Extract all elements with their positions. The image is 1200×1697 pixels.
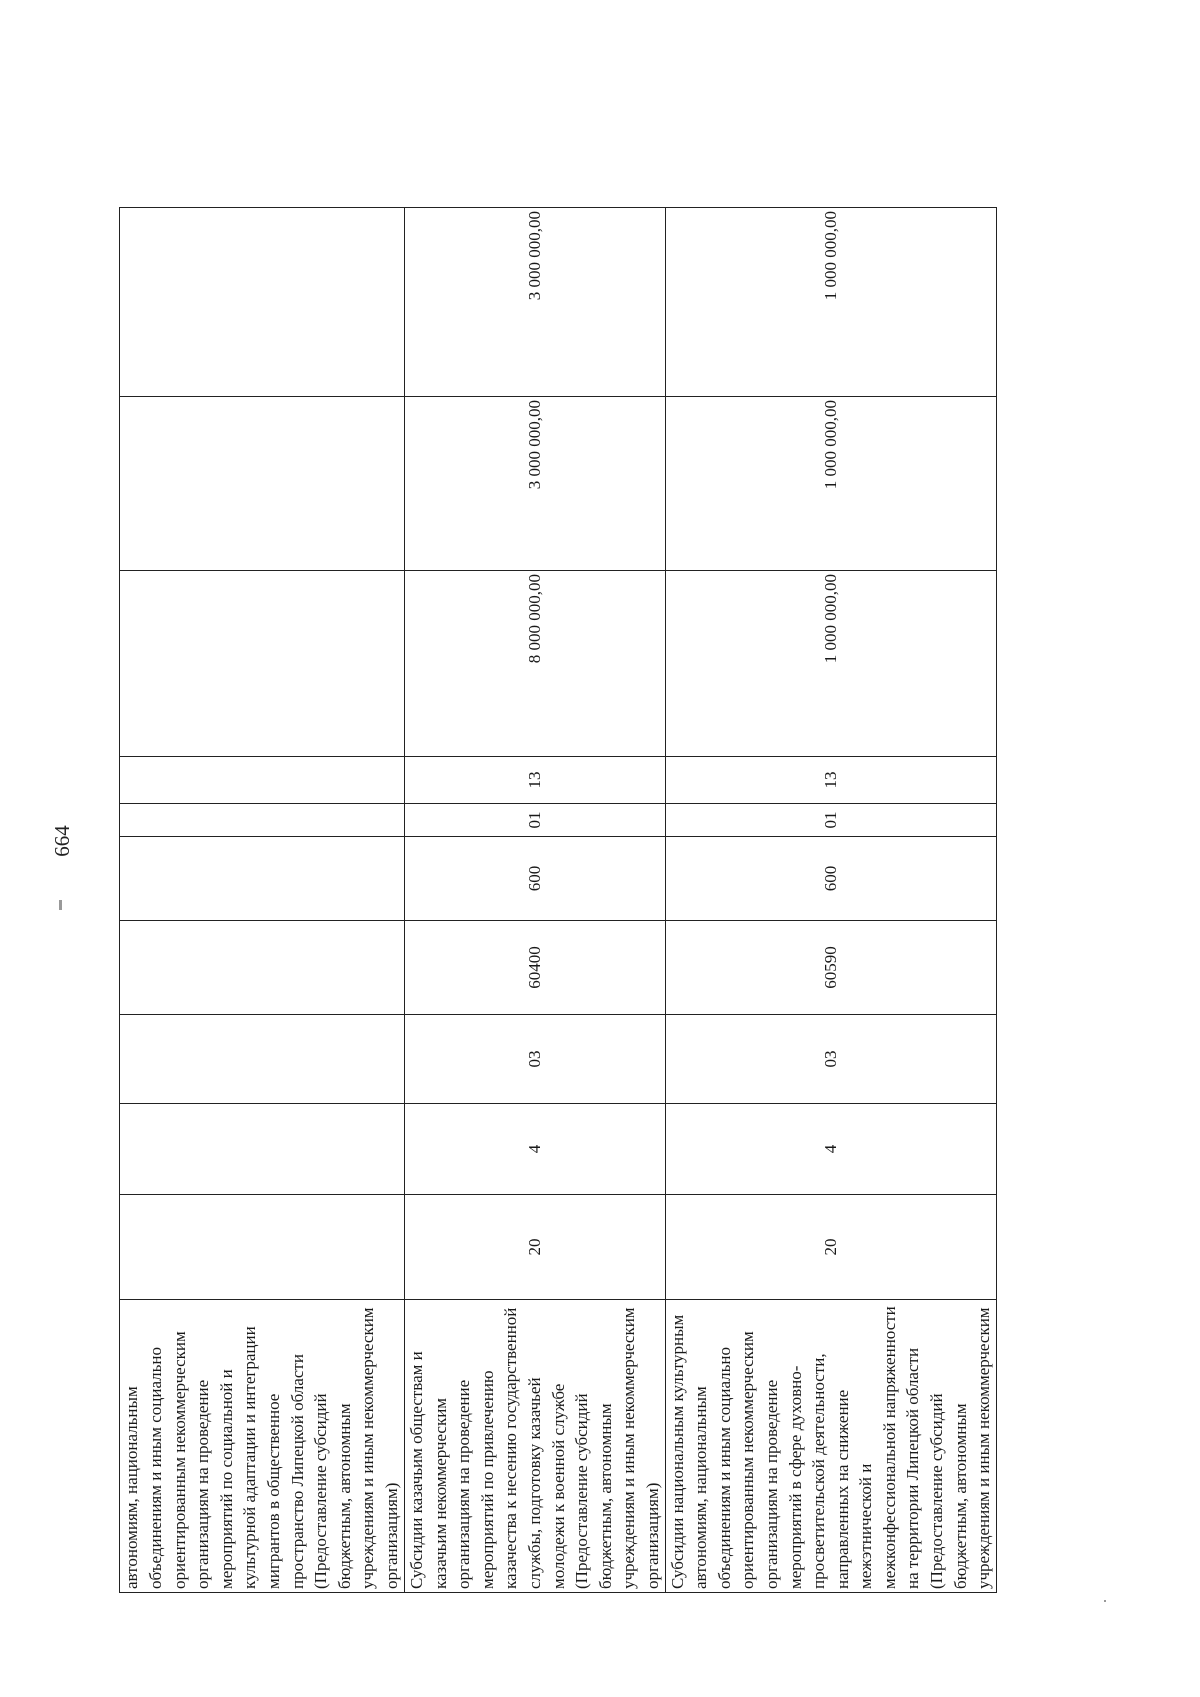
expense-type-code: 600 xyxy=(405,837,666,921)
amount-year-2: 1 000 000,00 xyxy=(665,397,996,571)
program-code: 20 xyxy=(405,1195,666,1300)
subprogram-code: 4 xyxy=(405,1104,666,1195)
direction-code: 60400 xyxy=(405,921,666,1015)
page-number: 664 xyxy=(50,825,74,857)
direction-code xyxy=(120,921,405,1015)
amount-year-1: 1 000 000,00 xyxy=(665,571,996,757)
amount-year-2 xyxy=(120,397,405,571)
subprogram-code: 4 xyxy=(665,1104,996,1195)
table-row xyxy=(120,208,405,1593)
subprogram-code xyxy=(120,1104,405,1195)
program-code xyxy=(120,1195,405,1300)
expense-type-code: 600 xyxy=(665,837,996,921)
row-description: Субсидии казачьим обществам и казачьим некоммерческим организациям на проведение мероприятий по привлечению казачества к несению государственной службы, подготовку казачьей молодежи к военной службе (Предоставление субсидий бюджетным, автономным учреждениям и иным некоммерческим организациям) xyxy=(405,1300,666,1593)
amount-year-3 xyxy=(120,208,405,397)
subsection-code xyxy=(120,757,405,804)
table-row xyxy=(665,208,996,1593)
subsection-code: 13 xyxy=(405,757,666,804)
program-code: 20 xyxy=(665,1195,996,1300)
main-event-code: 03 xyxy=(665,1015,996,1104)
amount-year-2: 3 000 000,00 xyxy=(405,397,666,571)
budget-table xyxy=(119,207,997,1593)
section-code: 01 xyxy=(665,804,996,837)
amount-year-3: 3 000 000,00 xyxy=(405,208,666,397)
table-row xyxy=(405,208,666,1593)
expense-type-code xyxy=(120,837,405,921)
row-description: Субсидии национальным культурным автономиям, национальным объединениям и иным социально ориентированным некоммерческим организациям на проведение мероприятий в сфере духовно- просветительской деятельности, направленных на снижение межэтнической и межконфессиональной напряженности на территории Липецкой области (Предоставление субсидий бюджетным, автономным учреждениям и иным некоммерческим xyxy=(665,1300,996,1593)
direction-code: 60590 xyxy=(665,921,996,1015)
section-code xyxy=(120,804,405,837)
main-event-code: 03 xyxy=(405,1015,666,1104)
amount-year-1 xyxy=(120,571,405,757)
amount-year-1: 8 000 000,00 xyxy=(405,571,666,757)
subsection-code: 13 xyxy=(665,757,996,804)
main-event-code xyxy=(120,1015,405,1104)
section-code: 01 xyxy=(405,804,666,837)
amount-year-3: 1 000 000,00 xyxy=(665,208,996,397)
row-description: автономиям, национальным объединениям и иным социально ориентированным некоммерческим организациям на проведение мероприятий по социальной и культурной адаптации и интеграции мигрантов в общественное пространство Липецкой области (Предоставление субсидий бюджетным, автономным учреждениям и иным некоммерческим организациям) xyxy=(120,1300,405,1593)
